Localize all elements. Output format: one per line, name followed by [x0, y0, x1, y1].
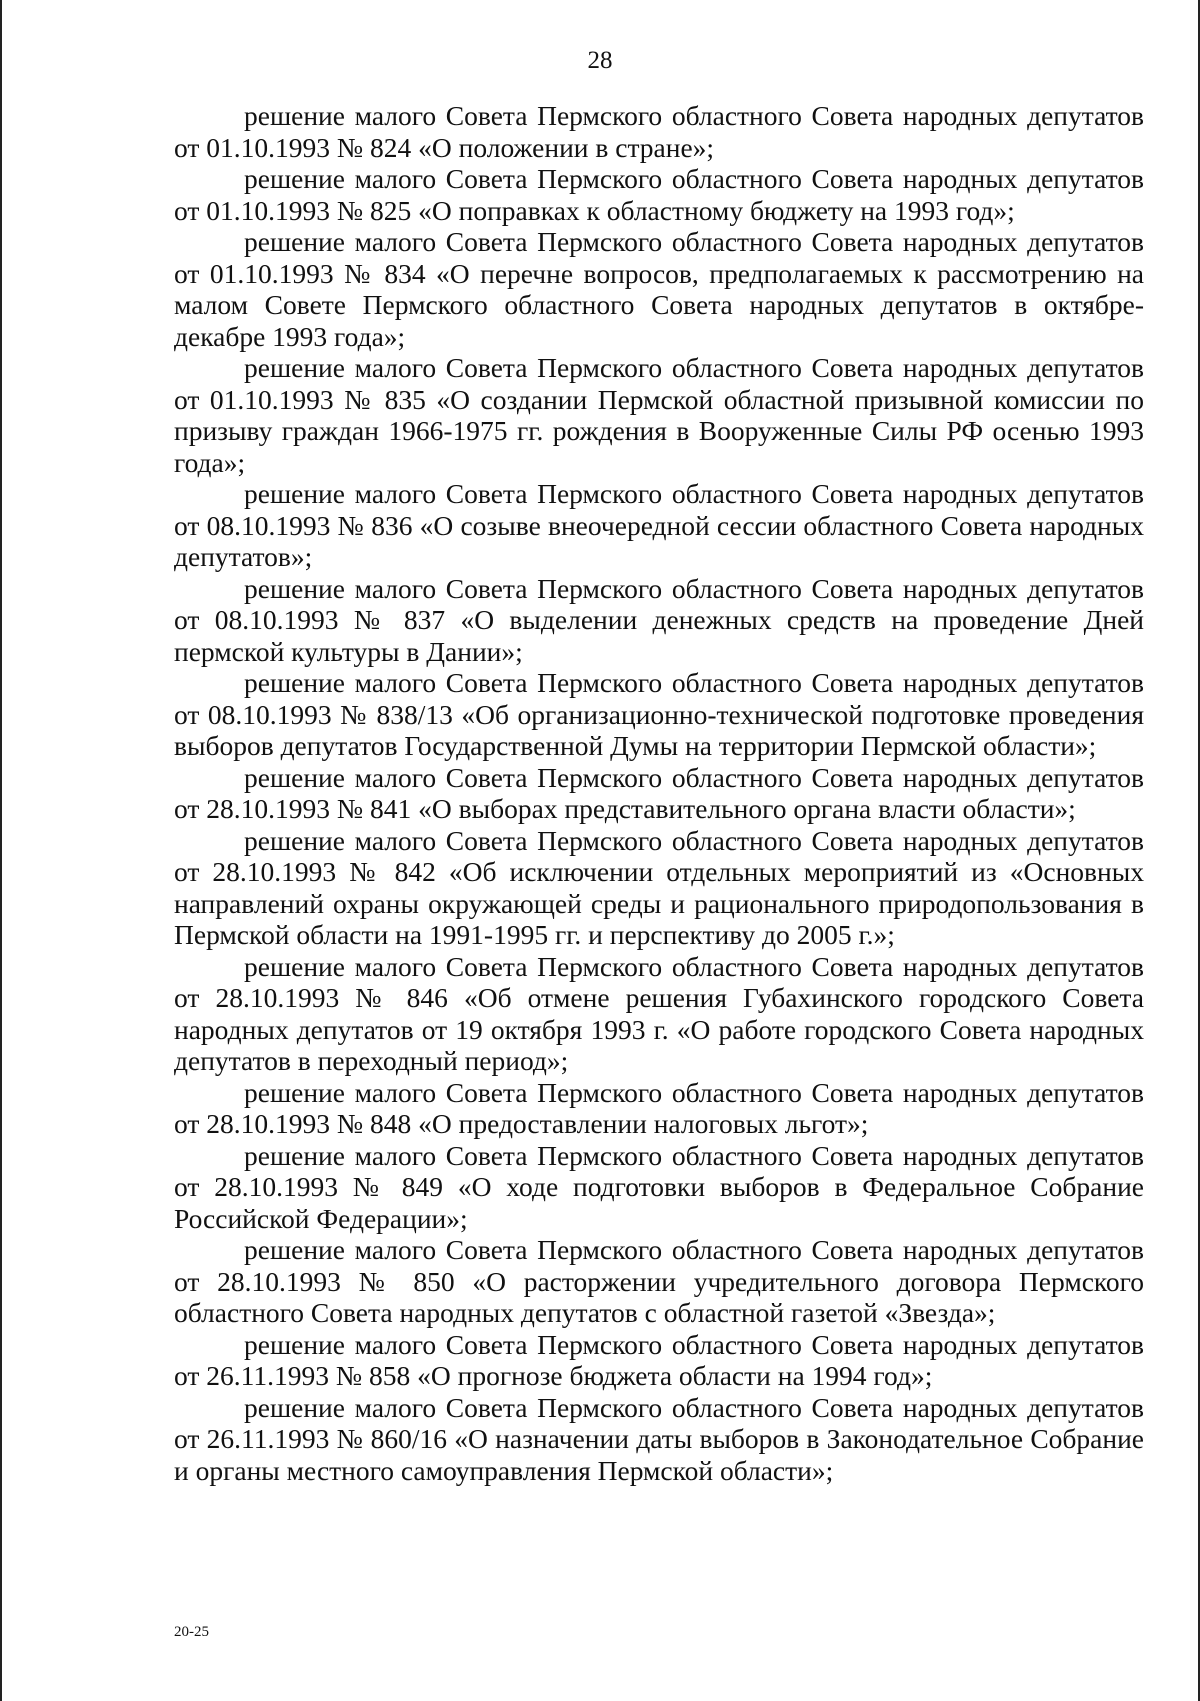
decision-item: решение малого Совета Пермского областного Совета народных депутатов от 08.10.1993 № 836 «О созыве внеочередной сессии областного Совета народных депутатов»; [174, 478, 1144, 572]
decision-item: решение малого Совета Пермского областного Совета народных депутатов от 01.10.1993 № 835 «О создании Пермской областной призывной комиссии по призыву граждан 1966-1975 гг. рождения в Вооруженные Силы РФ осенью 1993 года»; [174, 352, 1144, 478]
decision-item: решение малого Совета Пермского областного Совета народных депутатов от 28.10.1993 № 848 «О предоставлении налоговых льгот»; [174, 1076, 1144, 1139]
decision-item: решение малого Совета Пермского областного Совета народных депутатов от 01.10.1993 № 824 «О положении в стране»; [174, 100, 1144, 163]
decision-item: решение малого Совета Пермского областного Совета народных депутатов от 28.10.1993 № 850 «О расторжении учредительного договора Пермского областного Совета народных депутатов с областной газетой «Звезда»; [174, 1234, 1144, 1328]
footer-code: 20-25 [174, 1624, 209, 1640]
document-body [174, 100, 1144, 1486]
decision-item: решение малого Совета Пермского областного Совета народных депутатов от 08.10.1993 № 837 «О выделении денежных средств на проведение Дней пермской культуры в Дании»; [174, 572, 1144, 667]
decision-item: решение малого Совета Пермского областного Совета народных депутатов от 28.10.1993 № 842 «Об исключении отдельных мероприятий из «Основных направлений охраны окружающей среды и рационального природопользования в Пермской области на 1991-1995 гг. и перспективу до 2005 г.»; [174, 824, 1144, 950]
decision-item: решение малого Совета Пермского областного Совета народных депутатов от 08.10.1993 № 838/13 «Об организационно-технической подготовке проведения выборов депутатов Государственной Думы на территории Пермской области»; [174, 667, 1144, 761]
decision-item: решение малого Совета Пермского областного Совета народных депутатов от 28.10.1993 № 849 «О ходе подготовки выборов в Федеральное Собрание Российской Федерации»; [174, 1139, 1144, 1234]
decision-item: решение малого Совета Пермского областного Совета народных депутатов от 28.10.1993 № 841 «О выборах представительного органа власти области»; [174, 761, 1144, 824]
decision-item: решение малого Совета Пермского областного Совета народных депутатов от 26.11.1993 № 858 «О прогнозе бюджета области на 1994 год»; [174, 1328, 1144, 1391]
decision-item: решение малого Совета Пермского областного Совета народных депутатов от 26.11.1993 № 860/16 «О назначении даты выборов в Законодательное Собрание и органы местного самоуправления Пермской области»; [174, 1391, 1144, 1486]
decision-item: решение малого Совета Пермского областного Совета народных депутатов от 28.10.1993 № 846 «Об отмене решения Губахинского городского Совета народных депутатов от 19 октября 1993 г. «О работе городского Совета народных депутатов в переходный период»; [174, 950, 1144, 1076]
decision-item: решение малого Совета Пермского областного Совета народных депутатов от 01.10.1993 № 834 «О перечне вопросов, предполагаемых к рассмотрению на малом Совете Пермского областного Совета народных депутатов в октябре-декабре 1993 года»; [174, 226, 1144, 352]
page-number: 28 [587, 47, 613, 74]
decision-item: решение малого Совета Пермского областного Совета народных депутатов от 01.10.1993 № 825 «О поправках к областному бюджету на 1993 год»; [174, 163, 1144, 226]
